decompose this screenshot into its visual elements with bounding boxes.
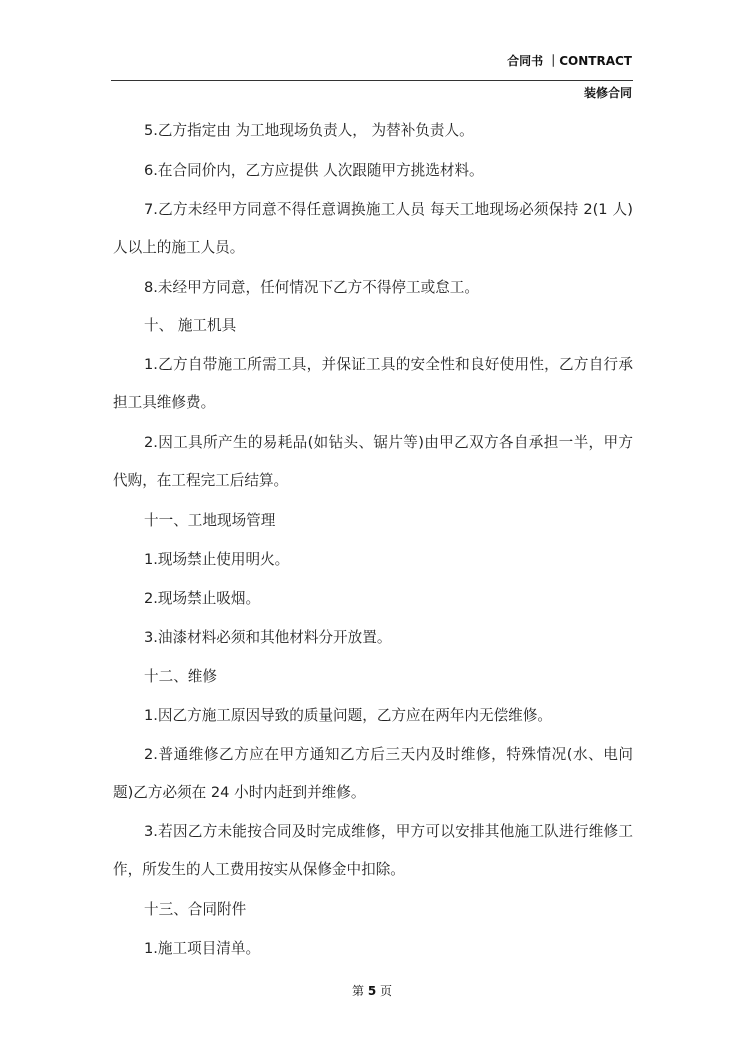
paragraph-paint-storage: 3.油漆材料必须和其他材料分开放置。 xyxy=(144,629,392,646)
page-number: 5 xyxy=(367,984,377,998)
footer-suffix: 页 xyxy=(380,984,393,998)
paragraph-no-stoppage: 8.未经甲方同意，任何情况下乙方不得停工或怠工。 xyxy=(144,279,479,296)
page-footer xyxy=(0,982,744,999)
paragraph-consumables: 2.因工具所产生的易耗品(如钻头、锯片等)由甲乙双方各自承担一半，甲方代购，在工程完工后结算。 xyxy=(113,434,633,489)
paragraph-repair-default: 3.若因乙方未能按合同及时完成维修，甲方可以安排其他施工队进行维修工作，所发生的人工费用按实从保修金中扣除。 xyxy=(113,823,633,878)
paragraph-staffing: 7.乙方未经甲方同意不得任意调换施工人员 每天工地现场必须保持 2(1 人)人以上的施工人员。 xyxy=(113,201,633,256)
section-heading-maintenance: 十二、维修 xyxy=(144,668,217,685)
paragraph-tools-own: 1.乙方自带施工所需工具，并保证工具的安全性和良好使用性，乙方自行承担工具维修费。 xyxy=(113,356,633,411)
paragraph-general-repair: 2.普通维修乙方应在甲方通知乙方后三天内及时维修，特殊情况(水、电问题)乙方必须在 24 小时内赶到并维修。 xyxy=(113,746,633,801)
section-heading-attachments: 十三、合同附件 xyxy=(144,901,247,918)
paragraph-no-open-fire: 1.现场禁止使用明火。 xyxy=(144,551,290,568)
header-subtitle: 装修合同 xyxy=(583,86,632,100)
header-divider xyxy=(111,80,633,81)
header-title: 合同书 ｜CONTRACT xyxy=(507,54,632,68)
section-heading-site-management: 十一、工地现场管理 xyxy=(144,512,276,529)
paragraph-no-smoking: 2.现场禁止吸烟。 xyxy=(144,590,261,607)
paragraph-quality-repair: 1.因乙方施工原因导致的质量问题，乙方应在两年内无偿维修。 xyxy=(144,707,552,724)
section-heading-tools: 十、 施工机具 xyxy=(144,317,237,334)
paragraph-material-selection: 6.在合同价内，乙方应提供 人次跟随甲方挑选材料。 xyxy=(144,162,484,179)
footer-prefix: 第 xyxy=(351,984,364,998)
paragraph-project-list: 1.施工项目清单。 xyxy=(144,940,261,957)
paragraph-designated-manager: 5.乙方指定由 为工地现场负责人， 为替补负责人。 xyxy=(144,122,474,139)
